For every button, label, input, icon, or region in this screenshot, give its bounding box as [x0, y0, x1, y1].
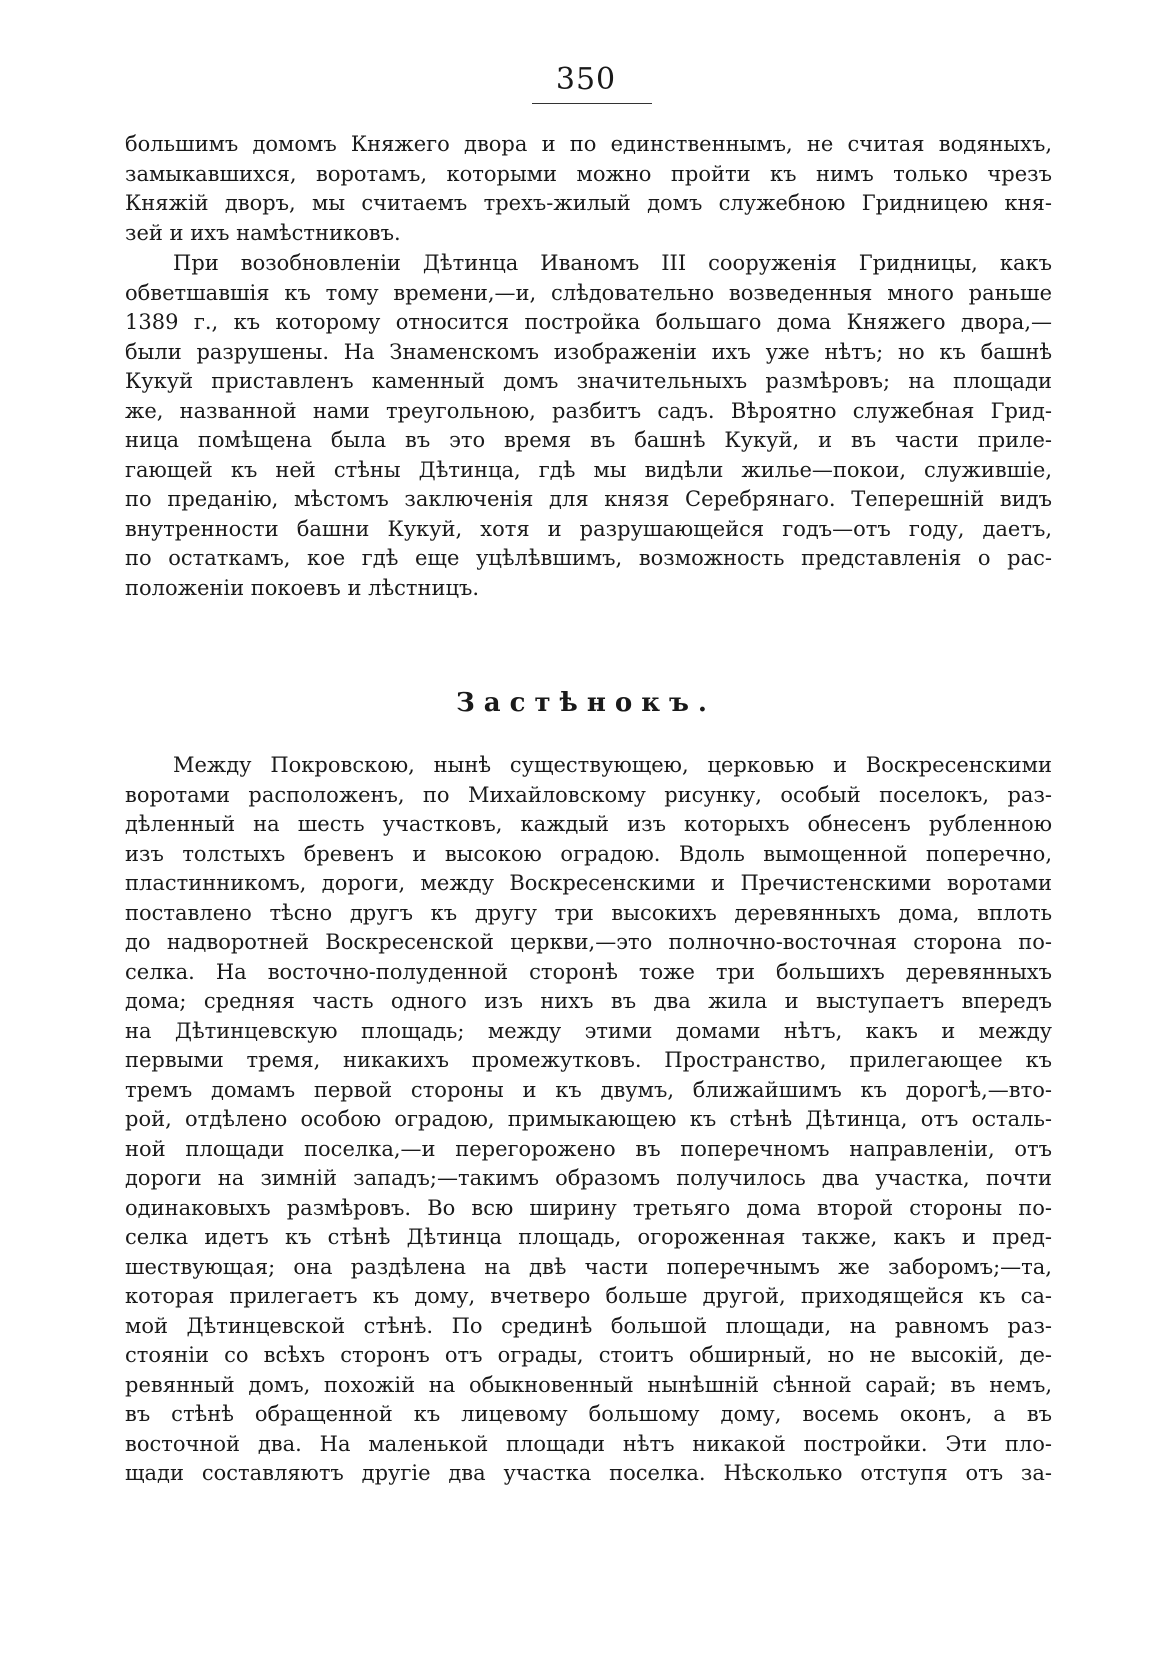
- text-line: пластинникомъ, дороги, между Воскресенскими и Пречистенскими воротами: [125, 871, 1052, 895]
- section-heading: Застѣнокъ.: [456, 688, 716, 718]
- paragraph-continuation: [125, 130, 1052, 248]
- text-line: въ стѣнѣ обращенной къ лицевому большому дому, восемь оконъ, а въ: [125, 1402, 1052, 1426]
- text-line: одинаковыхъ размѣровъ. Во всю ширину третьяго дома второй стороны по-: [125, 1195, 1052, 1220]
- text-line: При возобновленіи Дѣтинца Иваномъ III сооруженія Гридницы, какъ: [173, 251, 1052, 275]
- text-line: воротами расположенъ, по Михайловскому рисунку, особый поселокъ, раз-: [125, 782, 1052, 807]
- text-line: селка идетъ къ стѣнѣ Дѣтинца площадь, огороженная также, какъ и пред-: [125, 1225, 1052, 1249]
- text-line: положеніи покоевъ и лѣстницъ.: [125, 575, 480, 600]
- page-number-rule: [532, 103, 652, 104]
- text-line: большимъ домомъ Княжего двора и по единственнымъ, не считая водяныхъ,: [125, 132, 1052, 156]
- text-line: восточной два. На маленькой площади нѣтъ никакой постройки. Эти пло-: [125, 1431, 1052, 1456]
- text-line: же, названной нами треугольною, разбитъ садъ. Вѣроятно служебная Грид-: [125, 398, 1052, 423]
- text-line: Княжій дворъ, мы считаемъ трехъ-жилый домъ служебною Гридницею кня-: [125, 191, 1052, 215]
- text-line: замыкавшихся, воротамъ, которыми можно пройти къ нимъ только чрезъ: [125, 161, 1052, 186]
- page-number: 350: [555, 62, 617, 97]
- text-line: первыми тремя, никакихъ промежутковъ. Пространство, прилегающее къ: [125, 1048, 1052, 1072]
- paragraph-zastenok: [125, 751, 1052, 1489]
- text-line: тремъ домамъ первой стороны и къ двумъ, ближайшимъ къ дорогѣ,—вто-: [125, 1077, 1052, 1102]
- text-line: 1389 г., къ которому относится постройка большаго дома Княжего двора,—: [125, 310, 1052, 334]
- text-line: дѣленный на шесть участковъ, каждый изъ которыхъ обнесенъ рубленною: [125, 812, 1052, 836]
- text-line: зей и ихъ намѣстниковъ.: [125, 220, 401, 245]
- text-line: гающей къ ней стѣны Дѣтинца, гдѣ мы видѣли жилье—покои, служившіе,: [125, 457, 1052, 482]
- text-line: ница помѣщена была въ это время въ башнѣ Кукуй, и въ части приле-: [125, 428, 1052, 452]
- text-line: по остаткамъ, кое гдѣ еще уцѣлѣвшимъ, возможность представленія о рас-: [125, 546, 1052, 570]
- text-line: до надворотней Воскресенской церкви,—это полночно-восточная сторона по-: [125, 930, 1052, 954]
- text-line: стояніи со всѣхъ сторонъ отъ ограды, стоитъ обширный, но не высокій, де-: [125, 1343, 1052, 1367]
- text-line: ревянный домъ, похожій на обыкновенный нынѣшній сѣнной сарай; въ немъ,: [125, 1372, 1052, 1397]
- text-line: Кукуй приставленъ каменный домъ значительныхъ размѣровъ; на площади: [125, 369, 1052, 393]
- text-line: щади составляютъ другіе два участка поселка. Нѣсколько отступя отъ за-: [125, 1461, 1052, 1485]
- text-line: селка. На восточно-полуденной сторонѣ тоже три большихъ деревянныхъ: [125, 959, 1052, 984]
- text-line: изъ толстыхъ бревенъ и высокою оградою. Вдоль вымощенной поперечно,: [125, 841, 1052, 866]
- text-line: которая прилегаетъ къ дому, вчетверо больше другой, приходящейся къ са-: [125, 1284, 1052, 1308]
- text-line: обветшавшія къ тому времени,—и, слѣдовательно возведенныя много раньше: [125, 280, 1052, 305]
- text-line: внутренности башни Кукуй, хотя и разрушающейся годъ—отъ году, даетъ,: [125, 516, 1052, 541]
- text-line: дороги на зимній западъ;—такимъ образомъ получилось два участка, почти: [125, 1166, 1052, 1190]
- text-line: по преданію, мѣстомъ заключенія для князя Серебрянаго. Теперешній видъ: [125, 487, 1052, 511]
- text-line: ной площади поселка,—и перегорожено въ поперечномъ направленіи, отъ: [125, 1136, 1052, 1161]
- text-line: рой, отдѣлено особою оградою, примыкающею къ стѣнѣ Дѣтинца, отъ осталь-: [125, 1107, 1052, 1131]
- text-line: были разрушены. На Знаменскомъ изображеніи ихъ уже нѣтъ; но къ башнѣ: [125, 339, 1052, 364]
- text-line: шествующая; она раздѣлена на двѣ части поперечнымъ же заборомъ;—та,: [125, 1254, 1052, 1279]
- text-line: Между Покровскою, нынѣ существующею, церковью и Воскресенскими: [173, 753, 1052, 777]
- paragraph-gridnitsa: [125, 249, 1052, 603]
- text-line: дома; средняя часть одного изъ нихъ въ два жила и выступаетъ впередъ: [125, 989, 1052, 1013]
- text-line: на Дѣтинцевскую площадь; между этими домами нѣтъ, какъ и между: [125, 1018, 1052, 1043]
- text-line: мой Дѣтинцевской стѣнѣ. По срединѣ большой площади, на равномъ раз-: [125, 1313, 1052, 1338]
- text-line: поставлено тѣсно другъ къ другу три высокихъ деревянныхъ дома, вплоть: [125, 900, 1052, 925]
